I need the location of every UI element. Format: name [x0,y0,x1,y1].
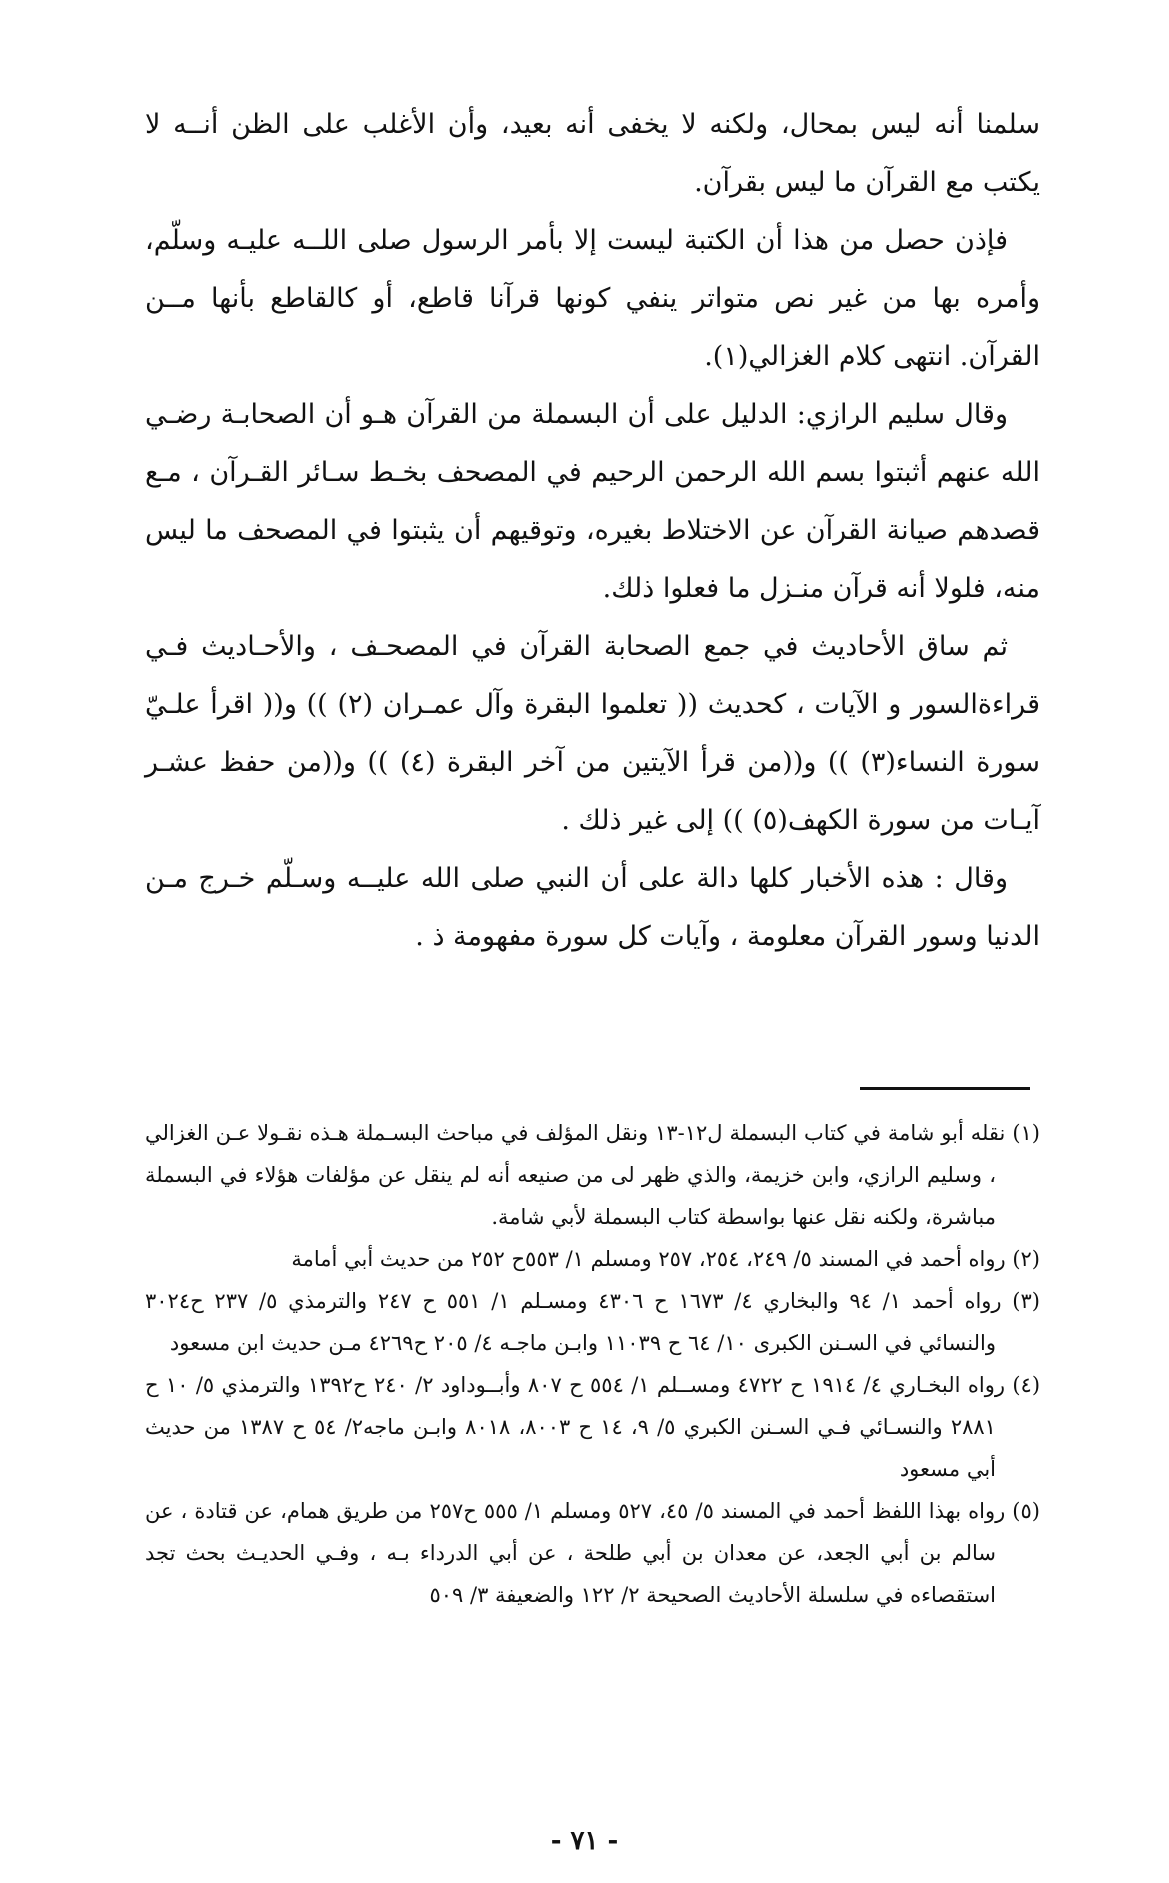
main-text [145,96,1040,966]
paragraph: وقال : هذه الأخبار كلها دالة على أن النبي صلى الله عليــه وسـلّم خـرج مـن الدنيا وسور القرآن معلومة ، وآيات كل سورة مفهومة ذ . [145,863,1040,952]
paragraph: ثم ساق الأحاديث في جمع الصحابة القرآن في المصحـف ، والأحـاديث فـي قراءةالسور و الآيات ، كحديث (( تعلموا البقرة وآل عمـران (٢) )) و(( اقرأ علـيّ سورة النساء(٣) )) و((من قرأ الآيتين من آخر البقرة (٤) )) و((من حفظ عشـر آيـات من سورة الكهف(٥) )) إلى غير ذلك . [145,631,1040,836]
footnote-divider [860,1087,1030,1090]
footnote: (٥) رواه بهذا اللفظ أحمد في المسند ٥/ ٤٥، ٥٢٧ ومسلم ١/ ٥٥٥ ح٢٥٧ من طريق همام، عن قتادة ، عن سالم بن أبي الجعد، عن معدان بن أبي طلحة ، عن أبي الدرداء بـه ، وفـي الحديـث بحث تجد استقصاءه في سلسلة الأحاديث الصحيحة ٢/ ١٢٢ والضعيفة ٣/ ٥٠٩ [145,1499,1040,1607]
footnote: (٤) رواه البخـاري ٤/ ١٩١٤ ح ٤٧٢٢ ومســلم ١/ ٥٥٤ ح ٨٠٧ وأبــوداود ٢/ ٢٤٠ ح١٣٩٢ والترمذي ٥/ ١٠ ح ٢٨٨١ والنسـائي فـي السـنن الكبري ٥/ ٩، ١٤ ح ٨٠٠٣، ٨٠١٨ وابـن ماجه٢/ ٥٤ ح ١٣٨٧ من حديث أبي مسعود [145,1373,1041,1481]
footnote: (١) نقله أبو شامة في كتاب البسملة ل١٢-١٣ ونقل المؤلف في مباحث البسـملة هـذه نقـولا عـن الغزالي ، وسليم الرازي، وابن خزيمة، والذي ظهر لى من صنيعه أنه لم ينقل عن مؤلفات هؤلاء في البسملة مباشرة، ولكنه نقل عنها بواسطة كتاب البسملة لأبي شامة. [145,1121,1040,1229]
page-number: - ٧١ - [550,1826,619,1856]
footnote: (٢) رواه أحمد في المسند ٥/ ٢٤٩، ٢٥٤، ٢٥٧ ومسلم ١/ ٥٥٣ح ٢٥٢ من حديث أبي أمامة [291,1247,1040,1271]
paragraph: وقال سليم الرازي: الدليل على أن البسملة من القرآن هـو أن الصحابـة رضـي الله عنهم أثبتوا بسم الله الرحمن الرحيم في المصحف بخـط سـائر القـرآن ، مـع قصدهم صيانة القرآن عن الاختلاط بغيره، وتوقيهم أن يثبتوا في المصحف ما ليس منه، فلولا أنه قرآن منـزل ما فعلوا ذلك. [145,399,1040,604]
footnote: (٣) رواه أحمد ١/ ٩٤ والبخاري ٤/ ١٦٧٣ ح ٤٣٠٦ ومسـلم ١/ ٥٥١ ح ٢٤٧ والترمذي ٥/ ٢٣٧ ح٣٠٢٤ والنسائي في السـنن الكبرى ١٠/ ٦٤ ح ١١٠٣٩ وابـن ماجـه ٤/ ٢٠٥ ح٤٢٦٩ مـن حديث ابن مسعود [145,1289,1040,1355]
footnotes [145,1112,1040,1616]
paragraph: سلمنا أنه ليس بمحال، ولكنه لا يخفى أنه بعيد، وأن الأغلب على الظن أنــه لا يكتب مع القرآن ما ليس بقرآن. [145,109,1040,198]
paragraph: فإذن حصل من هذا أن الكتبة ليست إلا بأمر الرسول صلى اللــه عليـه وسلّم، وأمره بها من غير نص متواتر ينفي كونها قرآنا قاطع، أو كالقاطع بأنها مــن القرآن. انتهى كلام الغزالي(١). [145,225,1040,372]
